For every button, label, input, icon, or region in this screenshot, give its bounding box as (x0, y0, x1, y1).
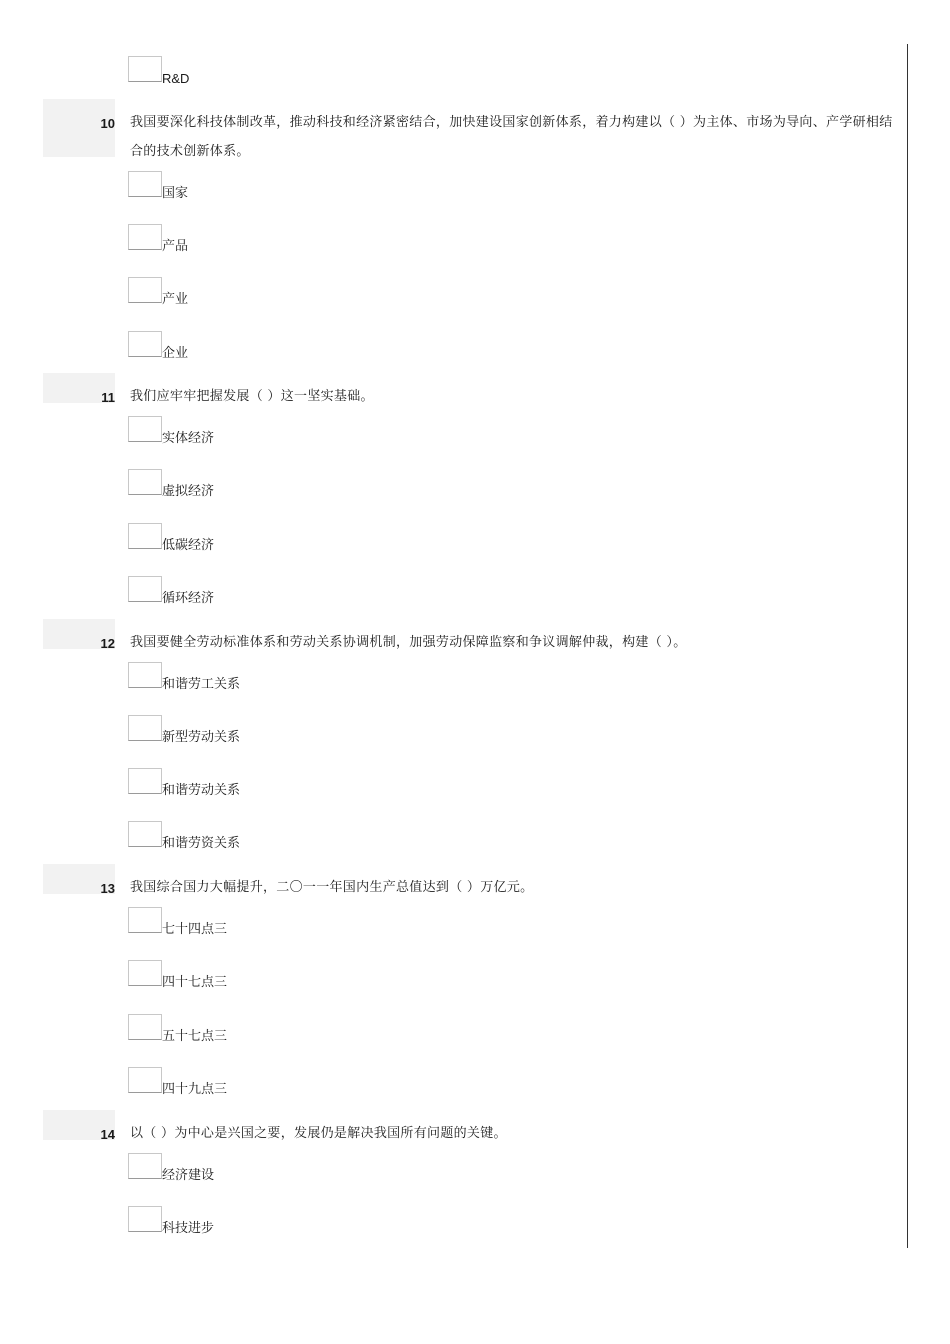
option-label: 企业 (162, 346, 189, 361)
option-label: 经济建设 (162, 1168, 215, 1183)
option-label: 低碳经济 (162, 538, 215, 553)
option-label: 产业 (162, 292, 189, 307)
option-row[interactable] (128, 1153, 528, 1189)
option-label: 国家 (162, 186, 189, 201)
option-label: 和谐劳工关系 (162, 677, 241, 692)
question-text: 我国要健全劳动标准体系和劳动关系协调机制，加强劳动保障监察和争议调解仲裁，构建（ ）。 (130, 635, 687, 650)
option-row[interactable] (128, 56, 528, 92)
option-checkbox[interactable] (128, 1014, 162, 1040)
question-text: 我国综合国力大幅提升，二〇一一年国内生产总值达到（ ）万亿元。 (130, 880, 534, 895)
option-checkbox[interactable] (128, 171, 162, 197)
option-label: 七十四点三 (162, 922, 228, 937)
option-checkbox[interactable] (128, 960, 162, 986)
option-checkbox[interactable] (128, 416, 162, 442)
question-number: 11 (101, 390, 115, 405)
option-row[interactable] (128, 662, 528, 698)
option-label: 和谐劳资关系 (162, 836, 241, 851)
question-number: 13 (100, 881, 115, 896)
option-row[interactable] (128, 523, 528, 559)
question-text: 我国要深化科技体制改革，推动科技和经济紧密结合，加快建设国家创新体系，着力构建以（ ）为主体、市场为导向、产学研相结合的技术创新体系。 (130, 115, 893, 159)
option-row[interactable] (128, 576, 528, 612)
option-row[interactable] (128, 715, 528, 751)
option-checkbox[interactable] (128, 224, 162, 250)
option-label: 实体经济 (162, 431, 215, 446)
option-label: 四十七点三 (162, 975, 228, 990)
option-row[interactable] (128, 1067, 528, 1103)
option-label: 虚拟经济 (162, 484, 215, 499)
option-label: R&D (162, 71, 190, 86)
option-label: 科技进步 (162, 1221, 215, 1236)
option-checkbox[interactable] (128, 715, 162, 741)
option-row[interactable] (128, 416, 528, 452)
option-checkbox[interactable] (128, 331, 162, 357)
question-number: 14 (100, 1127, 115, 1142)
question-number: 10 (100, 116, 115, 131)
option-checkbox[interactable] (128, 1153, 162, 1179)
option-checkbox[interactable] (128, 1067, 162, 1093)
question-text: 以（ ）为中心是兴国之要，发展仍是解决我国所有问题的关键。 (130, 1126, 507, 1141)
option-row[interactable] (128, 1206, 528, 1242)
option-checkbox[interactable] (128, 907, 162, 933)
option-checkbox[interactable] (128, 469, 162, 495)
option-checkbox[interactable] (128, 56, 162, 82)
question-number: 12 (100, 636, 115, 651)
option-checkbox[interactable] (128, 662, 162, 688)
option-row[interactable] (128, 224, 528, 260)
question-text: 我们应牢牢把握发展（ ）这一坚实基础。 (130, 389, 374, 404)
option-checkbox[interactable] (128, 277, 162, 303)
option-label: 和谐劳动关系 (162, 783, 241, 798)
option-row[interactable] (128, 821, 528, 857)
option-checkbox[interactable] (128, 821, 162, 847)
option-label: 循环经济 (162, 591, 215, 606)
page-right-rule (907, 44, 908, 1248)
option-label: 新型劳动关系 (162, 730, 241, 745)
option-row[interactable] (128, 960, 528, 996)
option-row[interactable] (128, 1014, 528, 1050)
option-row[interactable] (128, 907, 528, 943)
option-label: 五十七点三 (162, 1029, 228, 1044)
option-checkbox[interactable] (128, 1206, 162, 1232)
option-checkbox[interactable] (128, 768, 162, 794)
option-label: 产品 (162, 239, 189, 254)
option-row[interactable] (128, 277, 528, 313)
option-row[interactable] (128, 171, 528, 207)
option-row[interactable] (128, 469, 528, 505)
option-row[interactable] (128, 331, 528, 367)
option-row[interactable] (128, 768, 528, 804)
option-label: 四十九点三 (162, 1082, 228, 1097)
option-checkbox[interactable] (128, 523, 162, 549)
option-checkbox[interactable] (128, 576, 162, 602)
